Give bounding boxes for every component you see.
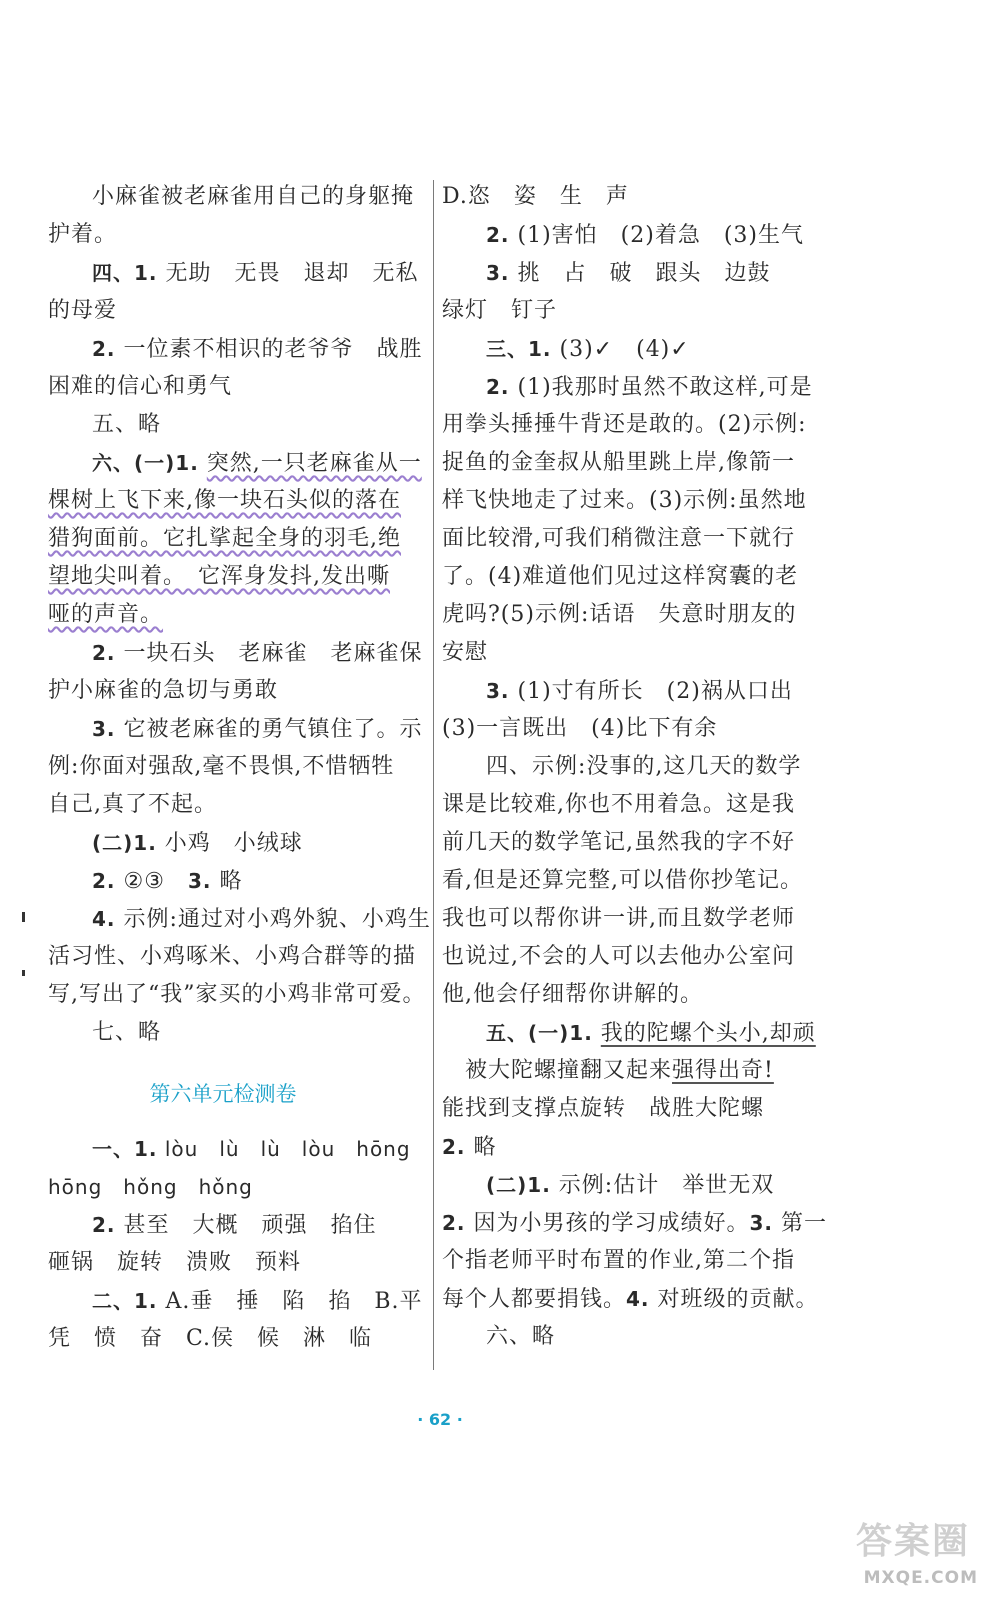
question-number: 4. [92,907,116,931]
answer-line [442,596,826,634]
answer-line [48,482,428,520]
answer-text [593,1021,601,1046]
answer-text: 例:你面对强敌,毫不畏惧,不惜牺牲 [48,754,395,779]
answer-line [442,672,826,710]
answer-line [48,558,428,596]
answer-text: 虎吗?(5)示例:话语 失意时朋友的 [442,602,797,627]
section-title: 第六单元检测卷 [149,1082,297,1106]
answer-line [48,178,428,216]
question-number: 一、1. [92,1137,158,1161]
answer-text: 六、略 [486,1324,556,1349]
answer-text: 看,但是还算完整,可以借你抄笔记。 [442,868,803,893]
answer-text: ②③ [115,869,188,894]
answer-line [48,216,428,254]
answer-line [442,216,826,254]
answer-line [48,1282,428,1320]
underlined-text: 我的陀螺个头小,却顽 [600,1021,816,1046]
answer-line [442,330,826,368]
answer-line [48,1206,428,1244]
answer-text: 因为小男孩的学习成绩好。 [465,1211,750,1236]
answer-line [442,1242,826,1280]
answer-line [48,976,428,1014]
answer-line [48,786,428,824]
question-number: 2. [92,1213,116,1237]
pinyin-text: hōng hǒng hǒng [48,1175,253,1199]
answer-text: 一位素不相识的老爷爷 战胜 [115,337,423,362]
answer-line [48,444,428,482]
wavy-underlined-text: 突然,一只老麻雀从一 [206,451,422,476]
answer-line [442,786,826,824]
answer-text: 挑 占 破 跟头 边鼓 [509,261,771,286]
answer-text: (3)✓ (4)✓ [551,337,690,362]
answer-line [442,862,826,900]
answer-text: 甚至 大概 顽强 掐住 [115,1213,377,1238]
answer-text: 绿灯 钉子 [442,298,558,323]
answer-text: A.垂 捶 陷 掐 B.平 [157,1289,423,1314]
answer-text: 对班级的贡献。 [649,1287,819,1312]
answer-text: 能找到支撑点旋转 战胜大陀螺 [442,1096,765,1121]
answer-text: 每个人都要捐钱。 [442,1287,627,1312]
answer-text: 的母爱 [48,298,118,323]
question-number: 三、1. [486,337,552,361]
answer-text: 示例:估计 举世无双 [550,1173,775,1198]
answer-text: (1)我那时虽然不敢这样,可是 [509,375,813,400]
answer-line [48,862,428,900]
answer-line [442,1090,826,1128]
wavy-underlined-text: 棵树上飞下来,像一块石头似的落在 [48,488,401,513]
question-number: 3. [486,261,510,285]
answer-line [442,1128,826,1166]
answer-line [48,1320,428,1358]
answer-text: D.恣 姿 生 声 [442,184,629,209]
question-number: 4. [626,1287,650,1311]
answer-line [442,748,826,786]
answer-text: 护小麻雀的急切与勇敢 [48,678,279,703]
answer-line [442,938,826,976]
left-column [48,178,431,1358]
question-number: 五、(一)1. [486,1021,593,1045]
answer-line [48,900,431,938]
answer-line [48,1168,428,1206]
question-number: 2. [486,223,510,247]
answer-text: 困难的信心和勇气 [48,374,233,399]
answer-text: 我也可以帮你讲一讲,而且数学老师 [442,906,795,931]
answer-text: (1)寸有所长 (2)祸从口出 [509,679,793,704]
answer-line [48,292,428,330]
answer-line [48,710,428,748]
question-number: 2. [92,869,116,893]
answer-line [442,634,826,672]
answer-text [199,451,207,476]
question-number: 2. [92,641,116,665]
answer-line [48,330,428,368]
answer-text: 安慰 [442,640,489,665]
question-number: 3. [187,869,212,893]
question-number: 二、1. [92,1289,158,1313]
question-number: 2. [92,337,116,361]
answer-text: (3)一言既出 (4)比下有余 [442,716,718,741]
answer-text: 用拳头捶捶牛背还是敢的。(2)示例: [442,412,807,437]
question-number: 3. [749,1211,774,1235]
answer-line [48,824,428,862]
answer-text: 略 [211,869,243,894]
answer-line [48,406,428,444]
answer-line [442,520,826,558]
question-number: 2. [486,375,510,399]
answer-line [442,1318,826,1356]
answer-line [442,482,826,520]
question-number: (二)1. [486,1173,551,1197]
pinyin-text: lòu lù lù lòu hōng [157,1137,411,1161]
answer-text: 略 [465,1135,497,1160]
answer-line [442,824,826,862]
answer-line [442,292,826,330]
answer-text: 个指老师平时布置的作业,第二个指 [442,1248,795,1273]
margin-mark [22,970,25,976]
answer-text: 四、示例:没事的,这几天的数学 [486,754,802,779]
answer-text: 写,写出了“我”家买的小鸡非常可爱。 [48,982,426,1007]
answer-text: 自己,真了不起。 [48,792,217,817]
answer-line [48,748,428,786]
answer-text: (1)害怕 (2)着急 (3)生气 [509,223,804,248]
answer-text: 小麻雀被老麻雀用自己的身躯掩 [92,184,415,209]
answer-text: 砸锅 旋转 溃败 预料 [48,1250,302,1275]
answer-text: 示例:通过对小鸡外貌、小鸡生 [115,907,431,932]
answer-text: 活习性、小鸡啄米、小鸡合群等的描 [48,944,417,969]
underlined-text: 强得出奇! [672,1058,774,1083]
answer-line [442,976,826,1014]
watermark-domain: MXQE.COM [863,1568,978,1588]
question-number: 四、1. [92,261,158,285]
answer-text: 护着。 [48,222,118,247]
answer-text: 一块石头 老麻雀 老麻雀保 [115,641,423,666]
answer-text: 也说过,不会的人可以去他办公室问 [442,944,795,969]
answer-line [48,1014,428,1052]
answer-text: 被大陀螺撞翻又起来 [442,1058,673,1083]
column-divider [433,180,434,1370]
answer-text: 无助 无畏 退却 无私 [157,261,419,286]
answer-line [442,178,826,216]
wavy-underlined-text: 猎狗面前。它扎挲起全身的羽毛,绝 [48,526,401,551]
watermark-logo-text: 答案圈 [855,1521,970,1562]
answer-line [442,368,826,406]
wavy-underlined-text: 望地尖叫着。 它浑身发抖,发出嘶 [48,564,390,589]
answer-text: 小鸡 小绒球 [156,831,303,856]
answer-line [442,710,826,748]
question-number: (二)1. [92,831,157,855]
page-number: · 62 · [417,1410,463,1429]
answer-line [442,406,826,444]
answer-line [48,672,428,710]
question-number: 3. [92,717,116,741]
answer-line [442,1280,826,1318]
answer-line [442,558,826,596]
answer-line [48,520,428,558]
answer-text: 七、略 [92,1020,162,1045]
answer-text: 他,他会仔细帮你讲解的。 [442,982,703,1007]
answer-line [442,1204,826,1242]
answer-line [48,938,428,976]
answer-text: 它被老麻雀的勇气镇住了。示 [115,717,423,742]
answer-line [442,444,826,482]
question-number: 3. [486,679,510,703]
answer-line [48,596,428,634]
right-column [442,178,826,1356]
answer-text: 了。(4)难道他们见过这样窝囊的老 [442,564,799,589]
answer-line [48,368,428,406]
answer-line [442,900,826,938]
question-number: 六、(一)1. [92,451,199,475]
answer-text: 课是比较难,你也不用着急。这是我 [442,792,795,817]
answer-line [48,1244,428,1282]
answer-text: 前几天的数学笔记,虽然我的字不好 [442,830,795,855]
answer-text: 捉鱼的金奎叔从船里跳上岸,像箭一 [442,450,795,475]
answer-text: 第一 [773,1211,828,1236]
answer-line [48,1130,428,1168]
answer-line [442,1166,826,1204]
question-number: 2. [442,1135,466,1159]
answer-line [48,634,428,672]
answer-line [442,1052,826,1090]
answer-line [442,254,826,292]
answer-text: 五、略 [92,412,162,437]
wavy-underlined-text: 哑的声音。 [48,602,164,627]
answer-text: 凭 愤 奋 C.侯 候 淋 临 [48,1326,373,1351]
answer-text: 面比较滑,可我们稍微注意一下就行 [442,526,795,551]
margin-mark [22,912,25,922]
answer-text: 样飞快地走了过来。(3)示例:虽然地 [442,488,807,513]
answer-line [442,1014,826,1052]
question-number: 2. [442,1211,466,1235]
answer-line [48,254,428,292]
